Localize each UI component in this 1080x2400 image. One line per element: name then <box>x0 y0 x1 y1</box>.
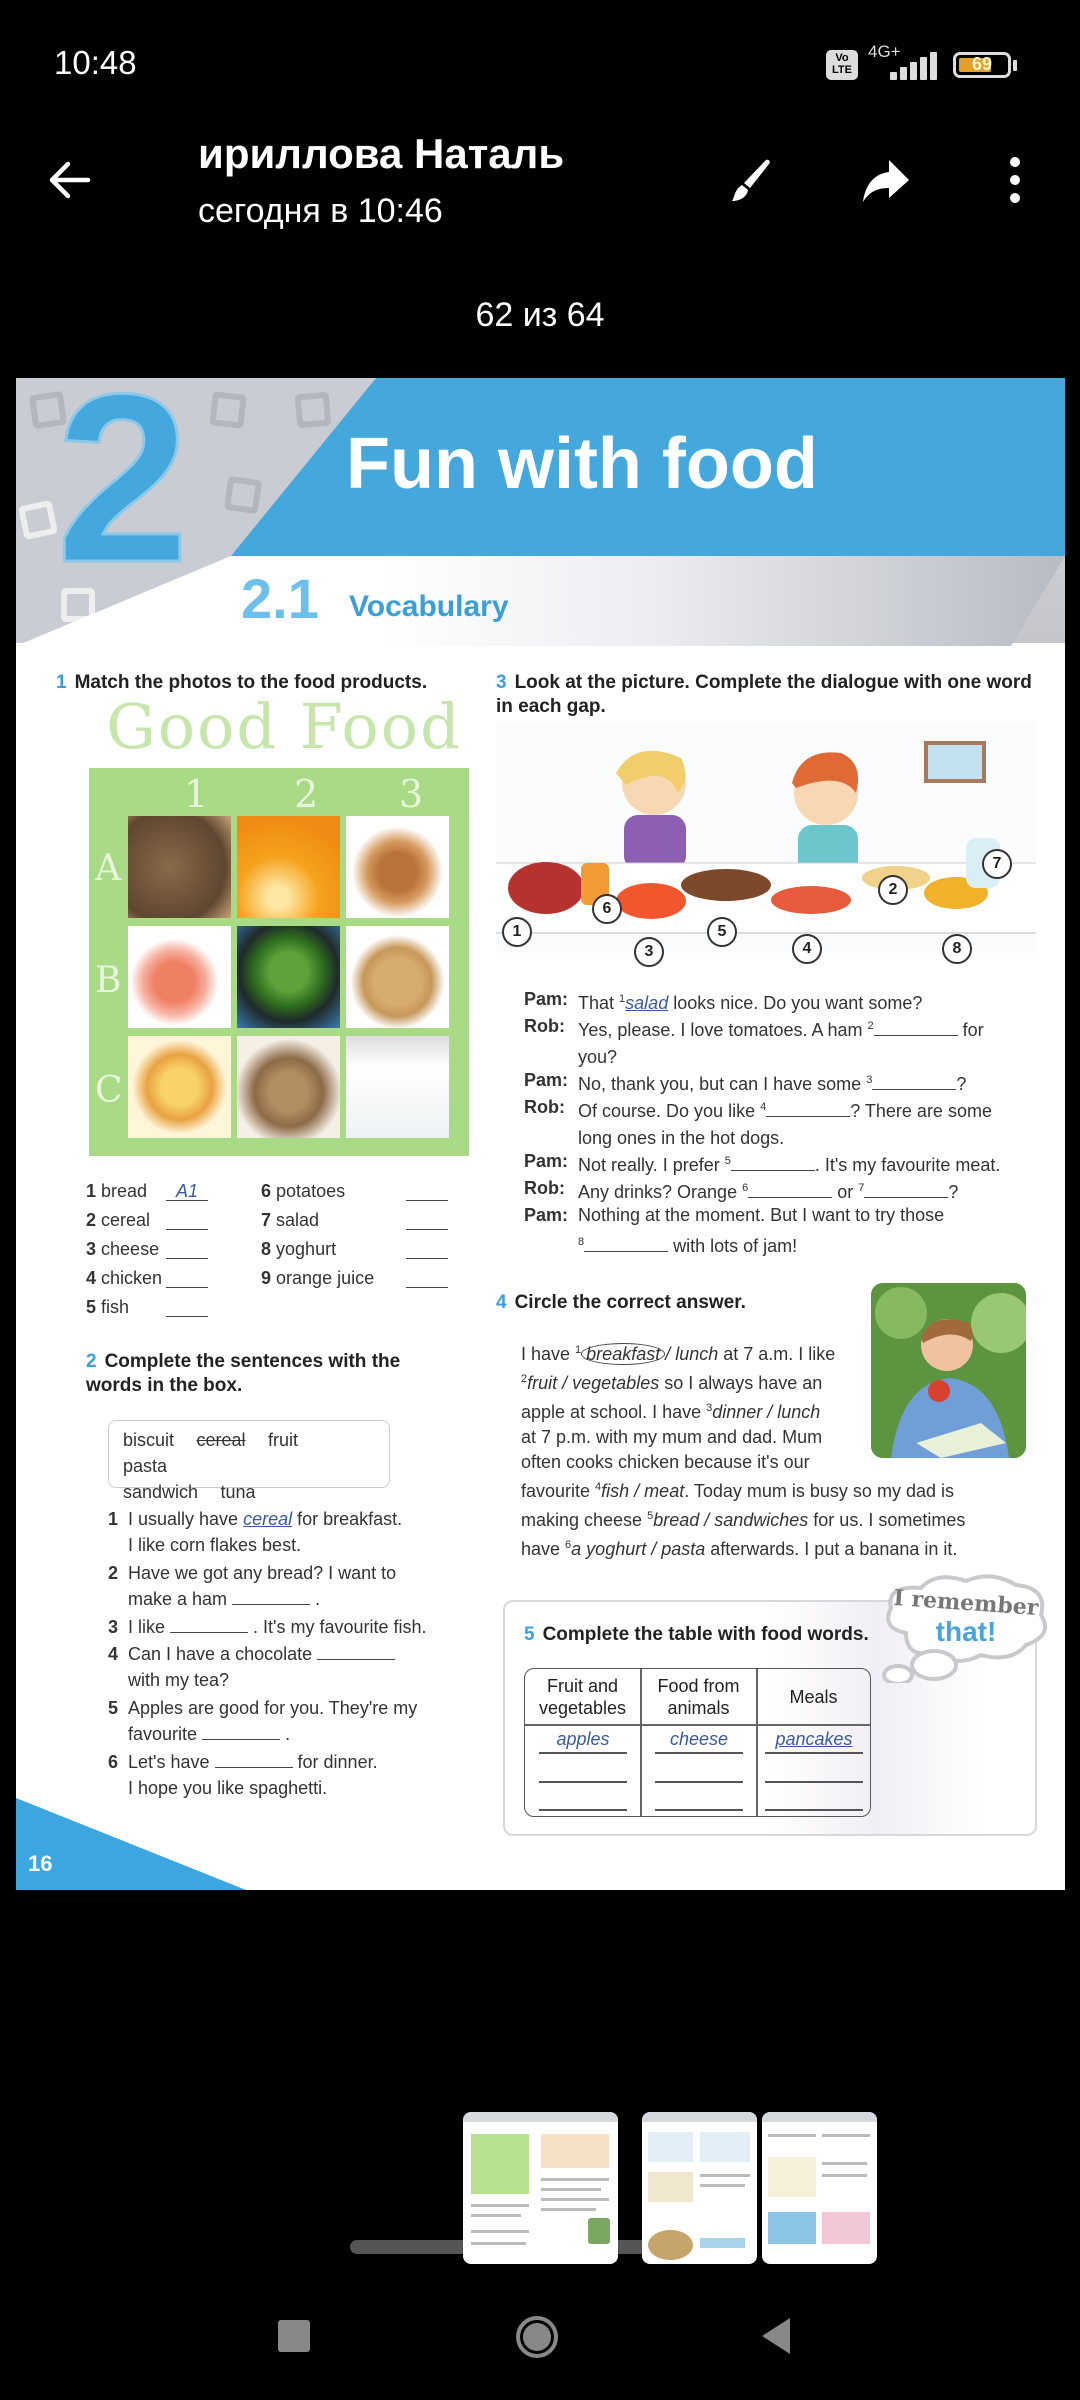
word-box-item: cereal <box>196 1430 246 1450</box>
gap-number: 6 <box>742 1182 749 1194</box>
example-answer: apples <box>556 1729 610 1749</box>
match-answer <box>166 1207 208 1230</box>
col-label: 1 <box>184 772 209 816</box>
ex4-instruction: Circle the correct answer. <box>514 1292 746 1313</box>
ex3-number: 3 <box>496 672 507 693</box>
gap-number: 8 <box>578 1236 585 1248</box>
sentence <box>108 1506 468 1558</box>
match-item-word: orange juice <box>276 1268 375 1288</box>
sentence-text: Apples are good for you. They're my <box>128 1698 418 1718</box>
picture-frame <box>926 743 984 781</box>
sentence-text: for dinner. <box>297 1752 378 1772</box>
speaker: Pam: <box>524 1070 569 1090</box>
picture-label: 2 <box>878 875 908 905</box>
sentence <box>108 1614 468 1640</box>
handwritten-answer: cereal <box>243 1509 293 1529</box>
chicken-plate <box>681 869 771 901</box>
paragraph-text: . Today mum is busy so my dad is <box>684 1481 954 1501</box>
match-answer <box>166 1236 208 1259</box>
match-answer <box>406 1265 448 1288</box>
ex4-heading <box>496 1291 746 1315</box>
row-label: A <box>95 848 121 889</box>
dialogue-text: . It's my favourite meat. <box>814 1155 1001 1175</box>
paragraph-text: I have <box>521 1344 576 1364</box>
ex4-paragraph <box>521 1338 1061 1562</box>
food-words-table <box>524 1668 871 1817</box>
edit-button[interactable] <box>720 150 780 210</box>
word-box-item: fruit <box>267 1430 298 1450</box>
gap-number: 2 <box>521 1373 528 1385</box>
paragraph-text: at 7 p.m. with my mum and dad. Mum <box>521 1427 823 1447</box>
dialogue-text: Of course. Do you like <box>578 1101 756 1121</box>
handwritten-answer: salad <box>625 993 669 1013</box>
ex2-heading <box>86 1350 416 1398</box>
match-item-word: yoghurt <box>276 1239 337 1259</box>
sender-name: ириллова Наталь <box>198 130 565 177</box>
match-item-number: 1 <box>86 1181 97 1201</box>
paragraph-line <box>521 1475 1061 1504</box>
col-label: 2 <box>294 772 319 816</box>
share-icon <box>855 150 915 210</box>
ex1-instruction: Match the photos to the food products. <box>74 672 428 693</box>
answer-blank <box>872 1075 956 1090</box>
hot-dogs <box>771 886 851 914</box>
dialogue-text: ? <box>956 1074 967 1094</box>
sentence-text: for breakfast. <box>297 1509 403 1529</box>
ex5-heading <box>524 1623 869 1647</box>
word-box-item: biscuit <box>123 1430 175 1450</box>
dialogue-line <box>524 1013 1059 1071</box>
answer-blank <box>766 1102 850 1117</box>
nav-back-button[interactable] <box>762 2318 790 2354</box>
paragraph-text: often cooks chicken because it's our <box>521 1452 810 1472</box>
answer-blank <box>170 1618 248 1633</box>
match-item-word: cereal <box>101 1210 151 1230</box>
recents-button[interactable] <box>278 2320 310 2352</box>
battery-icon <box>953 52 1011 78</box>
word-box-item: tuna <box>220 1482 256 1502</box>
row-label: C <box>95 1070 123 1111</box>
match-item-number: 4 <box>86 1268 97 1288</box>
match-item-number: 9 <box>261 1268 272 1288</box>
answer-blank <box>584 1237 668 1252</box>
answer-blank <box>215 1753 293 1768</box>
gap-number: 1 <box>619 993 626 1005</box>
photo-cheese <box>128 1036 231 1138</box>
cloud-text: that! <box>935 1616 997 1647</box>
speaker: Rob: <box>524 1178 565 1198</box>
gap-number: 5 <box>724 1155 731 1167</box>
photo-chicken <box>346 816 449 918</box>
gap-number: 5 <box>647 1510 654 1522</box>
match-item-number: 6 <box>261 1181 272 1201</box>
section-number: 2.1 <box>241 567 319 630</box>
back-button[interactable] <box>40 150 100 210</box>
picture-label: 5 <box>707 917 737 947</box>
answer-options: a yoghurt / pasta <box>571 1539 706 1559</box>
image-counter: 62 из 64 <box>475 296 605 334</box>
match-item-number: 8 <box>261 1239 272 1259</box>
ex5-instruction: Complete the table with food words. <box>542 1624 869 1645</box>
sentence-text: . It's my favourite fish. <box>253 1617 427 1637</box>
picture-label: 8 <box>942 934 972 964</box>
table-header: Meals <box>789 1686 838 1707</box>
paragraph-text: for us. I sometimes <box>808 1510 966 1530</box>
photo-cereal <box>237 1036 340 1138</box>
gap-number: 3 <box>866 1074 873 1086</box>
paragraph-text: at 7 a.m. I like <box>718 1344 836 1364</box>
ex5-number: 5 <box>524 1624 535 1645</box>
status-time: 10:48 <box>54 44 137 81</box>
ex2-instruction: Complete the sentences with the words in the box. <box>86 1351 401 1396</box>
answer-options: dinner / lunch <box>712 1402 821 1422</box>
paragraph-text: afterwards. I put a banana in it. <box>705 1539 958 1559</box>
answer-blank <box>317 1645 395 1660</box>
sentence-number: 5 <box>108 1698 119 1718</box>
match-item <box>86 1294 301 1320</box>
ex4-number: 4 <box>496 1292 507 1313</box>
match-item-word: fish <box>101 1297 130 1317</box>
match-answer <box>406 1207 448 1230</box>
network-type: 4G+ <box>868 42 901 61</box>
paragraph-text: so I always have an <box>659 1373 823 1393</box>
word-box-item: sandwich <box>123 1482 199 1502</box>
battery-level: 69 <box>971 54 993 74</box>
document-image[interactable] <box>16 378 1065 1890</box>
gap-number: 2 <box>867 1020 874 1032</box>
answer-blank <box>232 1590 310 1605</box>
dinner-table-illustration <box>496 723 1036 953</box>
dialogue-text: or <box>837 1182 854 1202</box>
match-item-number: 5 <box>86 1297 97 1317</box>
sent-time: сегодня в 10:46 <box>198 192 443 230</box>
sentence <box>108 1560 468 1612</box>
answer-options: / lunch <box>665 1344 719 1364</box>
match-answer <box>406 1236 448 1259</box>
answer-blank <box>202 1725 280 1740</box>
picture-label: 4 <box>792 934 822 964</box>
battery-tip <box>1013 60 1017 71</box>
answer-blank <box>731 1156 815 1171</box>
thumbnail[interactable] <box>642 2112 757 2264</box>
unit-title: Fun with food <box>346 424 818 504</box>
answer-options: bread / sandwiches <box>653 1510 809 1530</box>
sentence-text: I hope you like spaghetti. <box>128 1778 328 1798</box>
picture-label: 6 <box>592 894 622 924</box>
speaker: Rob: <box>524 1016 565 1036</box>
dialogue-text: No, thank you, but can I have some <box>578 1074 862 1094</box>
ex1-number: 1 <box>56 672 67 693</box>
arrow-left-icon <box>40 150 100 210</box>
match-item-number: 7 <box>261 1210 272 1230</box>
answer-options: fruit / vegetables <box>527 1373 660 1393</box>
food-photo-grid <box>89 768 469 1156</box>
match-item <box>261 1265 476 1291</box>
answer-blank <box>864 1183 948 1198</box>
match-item <box>261 1178 476 1204</box>
speaker: Pam: <box>524 1151 569 1171</box>
paragraph-line <box>521 1504 1061 1533</box>
word-box <box>108 1420 390 1502</box>
match-item-word: bread <box>101 1181 148 1201</box>
paragraph-text: apple at school. I have <box>521 1402 707 1422</box>
sentence-text: I like <box>128 1617 166 1637</box>
picture-label: 1 <box>502 917 532 947</box>
section-name: Vocabulary <box>349 590 509 623</box>
dialogue-text: Nothing at the moment. But I want to try those <box>578 1205 945 1225</box>
match-item <box>261 1236 476 1262</box>
answer-options: fish / meat <box>601 1481 685 1501</box>
col-label: 3 <box>399 772 424 816</box>
photo-bread <box>128 816 231 918</box>
thumbnail[interactable] <box>762 2112 877 2264</box>
cloud-text: I remember <box>892 1584 1040 1622</box>
poster-title: Good Food <box>106 690 462 763</box>
paragraph-line <box>521 1338 861 1367</box>
home-icon <box>523 2323 551 2351</box>
match-item <box>261 1207 476 1233</box>
dialogue-text: ? There are some <box>850 1101 992 1121</box>
dialogue-text: with lots of jam! <box>673 1236 798 1256</box>
dialogue-text: That <box>578 993 615 1013</box>
sentence-number: 1 <box>108 1509 119 1529</box>
dialogue-text: Yes, please. I love tomatoes. A ham <box>578 1020 863 1040</box>
brush-icon <box>720 150 780 210</box>
picture-label: 7 <box>982 849 1012 879</box>
sentence-number: 4 <box>108 1644 119 1664</box>
row-label: B <box>95 960 122 1001</box>
example-answer: pancakes <box>775 1729 853 1749</box>
paragraph-text: have <box>521 1539 566 1559</box>
answer-blank <box>748 1183 832 1198</box>
sentence <box>108 1641 468 1693</box>
cheese <box>616 883 686 919</box>
photo-potatoes <box>346 926 449 1028</box>
gap-number: 4 <box>760 1101 767 1113</box>
sentence-number: 2 <box>108 1563 119 1583</box>
circled-answer: breakfast <box>581 1343 665 1365</box>
unit-number: 2 <box>56 378 190 612</box>
dialogue-text: Any drinks? Orange <box>578 1182 738 1202</box>
match-answer <box>406 1178 448 1201</box>
match-item-word: potatoes <box>276 1181 346 1201</box>
page-number: 16 <box>28 1851 53 1876</box>
dialogue-text: for <box>962 1020 984 1040</box>
paragraph-line <box>521 1367 861 1396</box>
sentence-text: . <box>285 1724 291 1744</box>
paragraph-text: favourite <box>521 1481 596 1501</box>
table-header: Fruit and vegetables <box>538 1675 627 1718</box>
gap-number: 3 <box>706 1402 713 1414</box>
sentence-text: . <box>315 1589 321 1609</box>
example-answer: cheese <box>669 1729 729 1749</box>
sentence <box>108 1695 468 1747</box>
gap-number: 7 <box>858 1182 865 1194</box>
table-header: Food from animals <box>657 1675 740 1718</box>
sentence-text: Let's have <box>128 1752 210 1772</box>
dialogue-text: looks nice. Do you want some? <box>673 993 923 1013</box>
match-answer <box>166 1265 208 1288</box>
sentence-number: 6 <box>108 1752 119 1772</box>
more-vertical-icon <box>990 150 1040 210</box>
signal-icon <box>872 52 938 80</box>
photo-salad <box>237 926 340 1028</box>
dialogue-line <box>524 1094 1059 1152</box>
sentence <box>108 1749 468 1801</box>
picture-label: 3 <box>634 937 664 967</box>
dialogue-text: long ones in the hot dogs. <box>578 1128 785 1148</box>
sentence-text: Can I have a chocolate <box>128 1644 313 1664</box>
dialogue-text: Not really. I prefer <box>578 1155 720 1175</box>
photo-orange-juice <box>237 816 340 918</box>
photo-fish <box>128 926 231 1028</box>
more-options-button[interactable] <box>990 150 1040 210</box>
dialogue-text: you? <box>578 1047 618 1067</box>
gap-number: 6 <box>565 1539 572 1551</box>
speaker: Pam: <box>524 989 569 1009</box>
ex3-instruction: Look at the picture. Complete the dialogue with one word in each gap. <box>496 672 1032 717</box>
match-answer <box>166 1294 208 1317</box>
thumbnail-current[interactable] <box>463 2112 618 2264</box>
answer-blank <box>874 1021 958 1036</box>
match-item-number: 3 <box>86 1239 97 1259</box>
salad-bowl <box>508 862 584 914</box>
paragraph-line <box>521 1533 1061 1562</box>
sentence-text: with my tea? <box>128 1670 230 1690</box>
sentence-text: I usually have <box>128 1509 239 1529</box>
match-item-word: chicken <box>101 1268 163 1288</box>
match-answer: A1 <box>166 1178 208 1201</box>
gap-number: 1 <box>575 1344 582 1356</box>
match-item-number: 2 <box>86 1210 97 1230</box>
title-fade <box>580 130 620 182</box>
speaker: Pam: <box>524 1205 569 1225</box>
speaker: Rob: <box>524 1097 565 1117</box>
share-button[interactable] <box>855 150 915 210</box>
match-item-word: salad <box>276 1210 320 1230</box>
sentence-number: 3 <box>108 1617 119 1637</box>
paragraph-line <box>521 1396 861 1425</box>
paragraph-line <box>521 1450 861 1475</box>
girl-shirt <box>624 815 686 870</box>
gap-number: 4 <box>595 1481 602 1493</box>
paragraph-line <box>521 1425 861 1450</box>
sentence-text: Have we got any bread? I want to <box>128 1563 397 1583</box>
sentence-text: I like corn flakes best. <box>128 1535 302 1555</box>
match-item-word: cheese <box>101 1239 160 1259</box>
ex3-heading <box>496 671 1036 719</box>
photo-yoghurt <box>346 1036 449 1138</box>
dialogue-text: ? <box>948 1182 959 1202</box>
sentence-text: favourite <box>128 1724 198 1744</box>
ex2-number: 2 <box>86 1351 97 1372</box>
word-box-item: pasta <box>123 1456 168 1476</box>
sentence-text: make a ham <box>128 1589 228 1609</box>
paragraph-text: making cheese <box>521 1510 648 1530</box>
dialogue-line <box>524 1202 1059 1260</box>
volte-icon: Vo LTE <box>826 50 858 80</box>
